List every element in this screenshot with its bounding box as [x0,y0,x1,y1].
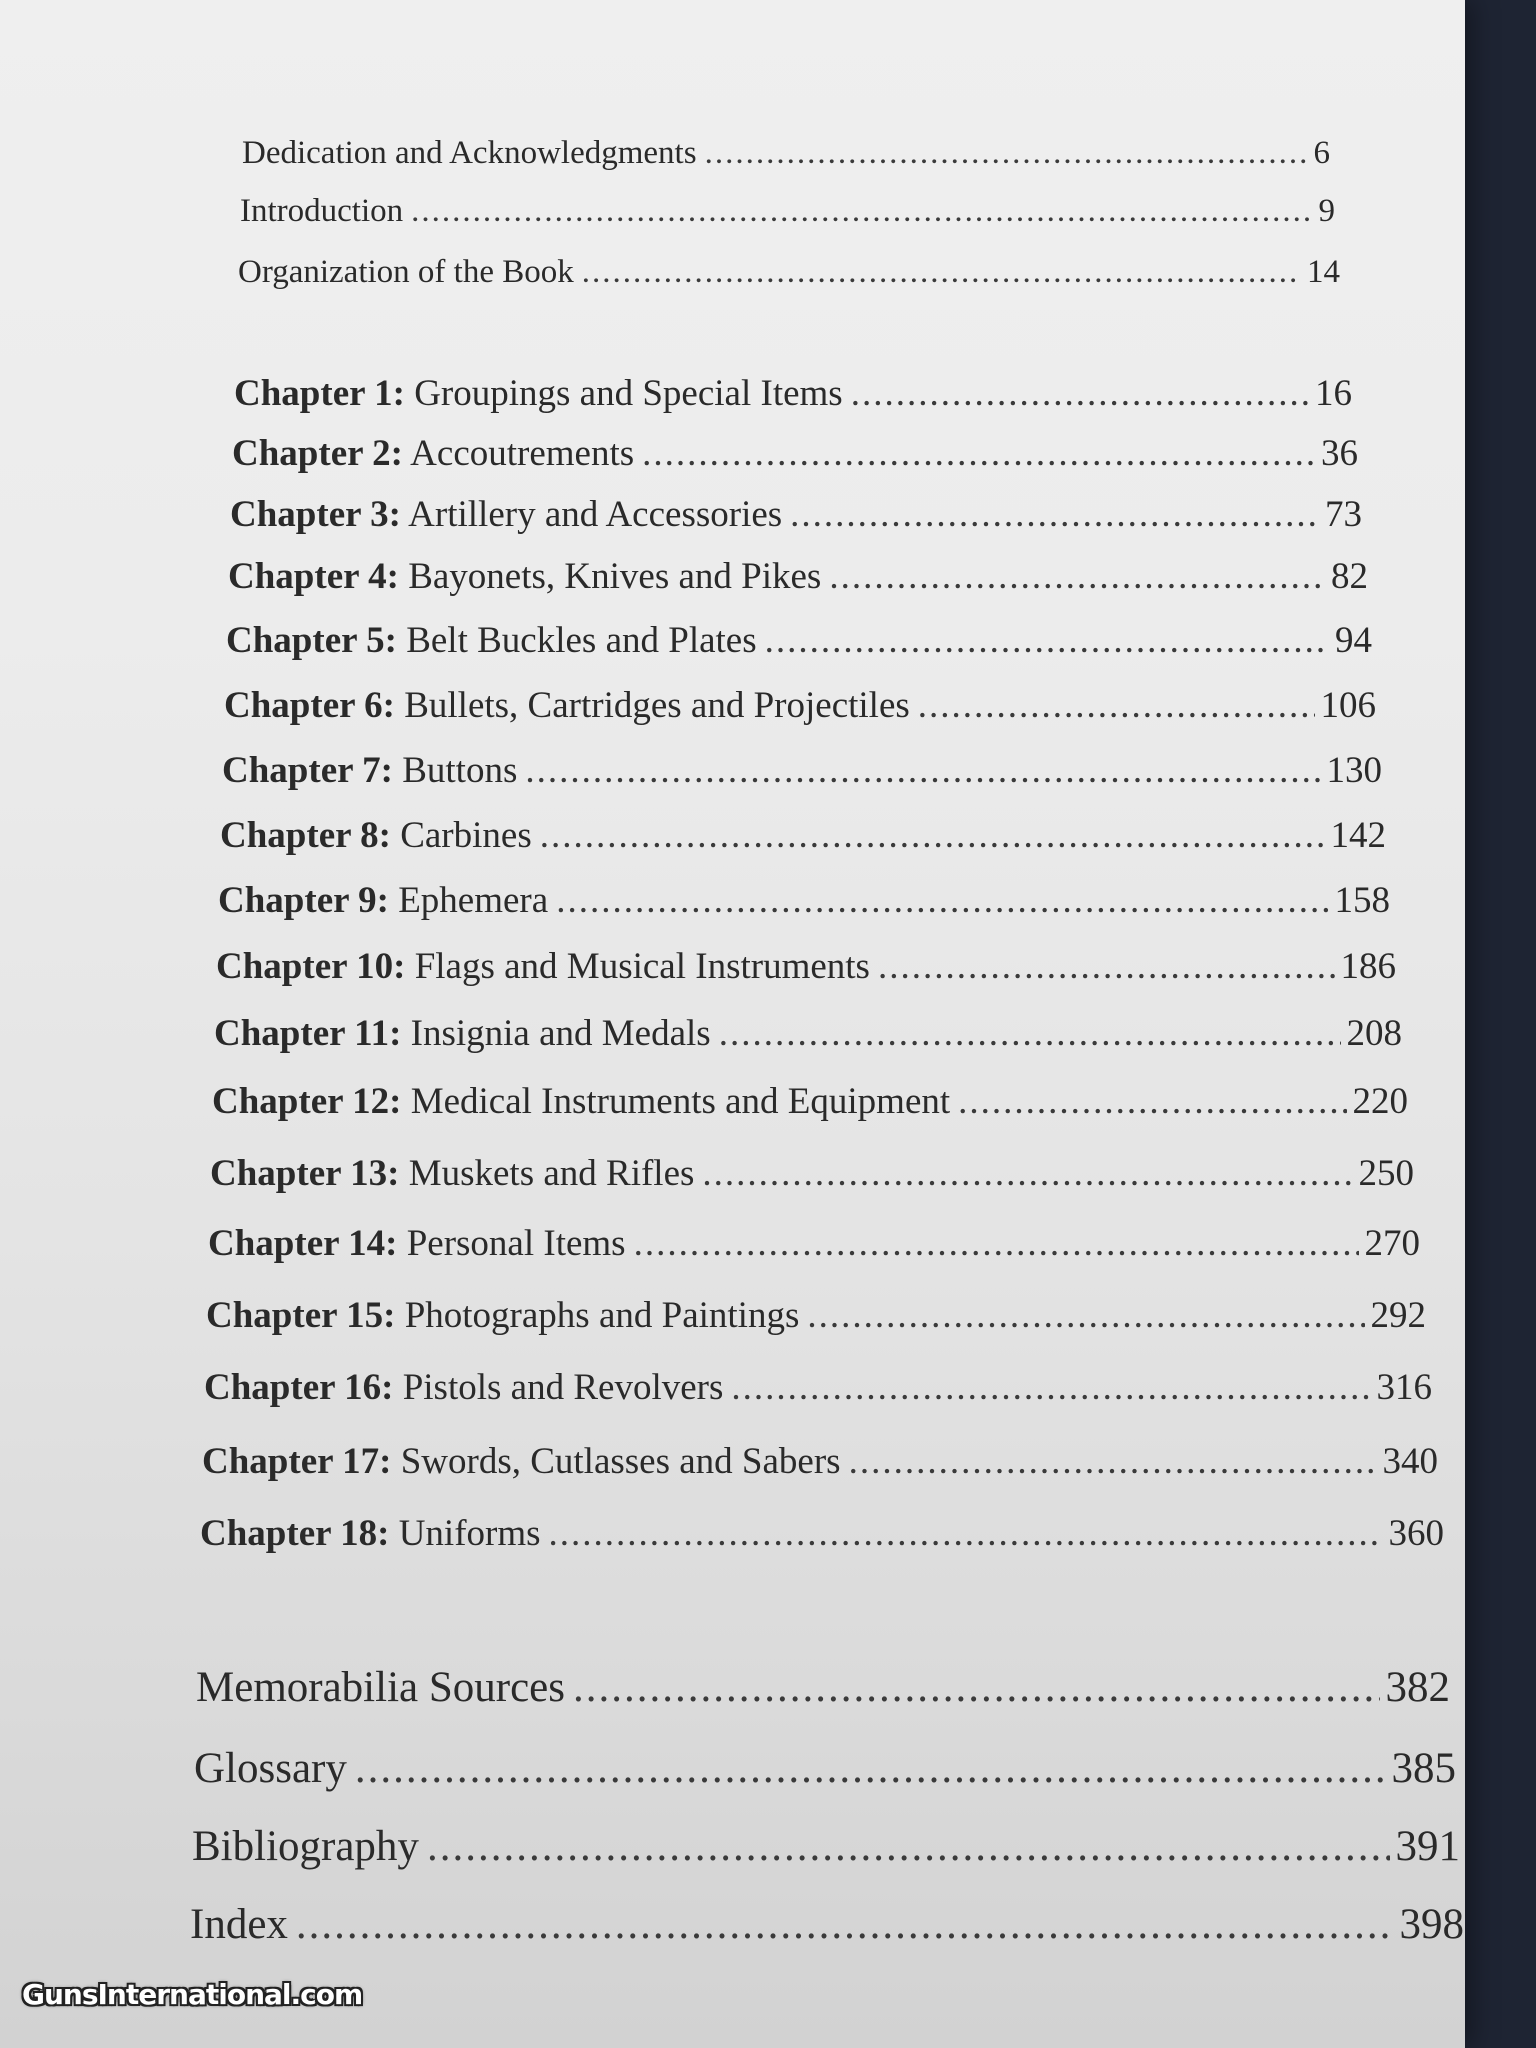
toc-chapter-17 [202,1440,1438,1483]
chapter-page: 186 [1340,946,1396,987]
chapter-label: Chapter 5: [226,620,397,661]
chapter-label: Chapter 9: [218,880,389,921]
dot-leader [411,193,1312,230]
toc-chapter-10 [216,945,1396,988]
chapter-title: Pistols and Revolvers [402,1367,724,1408]
toc-entry-title: Bibliography [192,1823,419,1870]
dot-leader [549,1512,1383,1555]
toc-entry-page: 6 [1313,135,1330,171]
chapter-title: Flags and Musical Instruments [414,946,870,987]
dot-leader [582,254,1301,291]
chapter-label: Chapter 3: [230,494,401,535]
chapter-title: Swords, Cutlasses and Sabers [400,1441,841,1482]
chapter-title: Bullets, Cartridges and Projectiles [404,685,910,726]
chapter-label: Chapter 11: [214,1013,402,1054]
dot-leader [829,555,1325,598]
watermark-logo: GunsInternational.com [22,1978,363,2011]
chapter-title: Ephemera [398,880,549,921]
toc-chapter-4 [228,555,1368,598]
toc-entry-glossary [194,1744,1456,1793]
chapter-label: Chapter 1: [234,373,405,414]
chapter-label: Chapter 4: [228,556,399,597]
chapter-page: 158 [1334,880,1390,921]
toc-entry-bibliography [192,1822,1460,1871]
chapter-title: Insignia and Medals [410,1013,711,1054]
dot-leader [427,1822,1390,1871]
toc-entry-title: Glossary [194,1745,347,1792]
toc-chapter-3 [230,493,1362,536]
toc-entry-page: 391 [1395,1823,1460,1870]
dot-leader [807,1294,1364,1337]
dot-leader [525,749,1320,792]
toc-entry-memorabilia-sources [196,1663,1450,1712]
toc-chapter-16 [204,1366,1432,1409]
toc-entry-page: 14 [1307,254,1340,290]
chapter-page: 36 [1321,433,1358,474]
dot-leader [719,1012,1341,1055]
dot-leader [642,432,1315,475]
chapter-label: Chapter 10: [216,946,406,987]
toc-entry-title: Memorabilia Sources [196,1664,565,1711]
toc-entry-title: Introduction [240,193,404,229]
chapter-label: Chapter 2: [232,433,403,474]
dot-leader [556,879,1328,922]
toc-entry-dedication [242,135,1330,172]
toc-entry-page: 9 [1318,193,1335,229]
chapter-label: Chapter 7: [222,750,393,791]
dot-leader [849,1440,1377,1483]
chapter-title: Muskets and Rifles [408,1153,695,1194]
dot-leader [878,945,1335,988]
chapter-title: Medical Instruments and Equipment [410,1081,951,1122]
toc-chapter-15 [206,1294,1426,1337]
chapter-title: Belt Buckles and Plates [406,620,757,661]
chapter-page: 360 [1388,1513,1444,1554]
toc-chapter-9 [218,879,1390,922]
toc-entry-title: Organization of the Book [238,254,574,290]
dot-leader [540,814,1325,857]
toc-chapter-12 [212,1080,1408,1123]
dot-leader [702,1152,1352,1195]
chapter-title: Bayonets, Knives and Pikes [408,556,822,597]
toc-chapter-8 [220,814,1386,857]
toc-chapter-11 [214,1012,1402,1055]
chapter-page: 142 [1330,815,1386,856]
toc-entry-introduction [240,193,1335,230]
toc-chapter-2 [232,432,1358,475]
chapter-title: Groupings and Special Items [414,373,843,414]
chapter-page: 270 [1364,1223,1420,1264]
toc-chapter-13 [210,1152,1414,1195]
chapter-title: Photographs and Paintings [404,1295,800,1336]
dot-leader [731,1366,1370,1409]
chapter-title: Accoutrements [410,433,635,474]
dot-leader [355,1744,1386,1793]
chapter-page: 106 [1320,685,1376,726]
toc-chapter-7 [222,749,1382,792]
toc-entry-organization [238,254,1340,291]
chapter-label: Chapter 17: [202,1441,392,1482]
toc-chapter-1 [234,372,1352,415]
toc-entry-page: 398 [1399,1901,1464,1948]
dot-leader [918,684,1315,727]
chapter-label: Chapter 12: [212,1081,402,1122]
toc-entry-title: Index [190,1901,288,1948]
toc-chapter-18 [200,1512,1444,1555]
chapter-label: Chapter 6: [224,685,395,726]
toc-chapter-6 [224,684,1376,727]
chapter-page: 16 [1315,373,1352,414]
toc-entry-title: Dedication and Acknowledgments [242,135,697,171]
chapter-label: Chapter 16: [204,1367,394,1408]
toc-entry-index [190,1900,1464,1949]
chapter-page: 73 [1325,494,1362,535]
chapter-label: Chapter 15: [206,1295,396,1336]
chapter-title: Carbines [400,815,532,856]
dot-leader [765,619,1329,662]
dot-leader [296,1900,1394,1949]
chapter-page: 292 [1370,1295,1426,1336]
chapter-page: 220 [1352,1081,1408,1122]
chapter-page: 316 [1376,1367,1432,1408]
chapter-page: 208 [1346,1013,1402,1054]
chapter-page: 340 [1382,1441,1438,1482]
chapter-page: 130 [1326,750,1382,791]
chapter-title: Uniforms [398,1513,541,1554]
chapter-page: 94 [1335,620,1372,661]
dot-leader [851,372,1309,415]
chapter-label: Chapter 13: [210,1153,400,1194]
dot-leader [958,1080,1346,1123]
toc-chapter-14 [208,1222,1420,1265]
dot-leader [634,1222,1359,1265]
dot-leader [573,1663,1380,1712]
dot-leader [790,493,1319,536]
toc-entry-page: 382 [1385,1664,1450,1711]
toc-chapter-5 [226,619,1372,662]
chapter-title: Personal Items [406,1223,626,1264]
chapter-label: Chapter 8: [220,815,391,856]
chapter-page: 82 [1331,556,1368,597]
dot-leader [705,135,1308,172]
chapter-title: Buttons [402,750,518,791]
chapter-title: Artillery and Accessories [408,494,783,535]
chapter-label: Chapter 14: [208,1223,398,1264]
chapter-page: 250 [1358,1153,1414,1194]
toc-entry-page: 385 [1391,1745,1456,1792]
chapter-label: Chapter 18: [200,1513,390,1554]
